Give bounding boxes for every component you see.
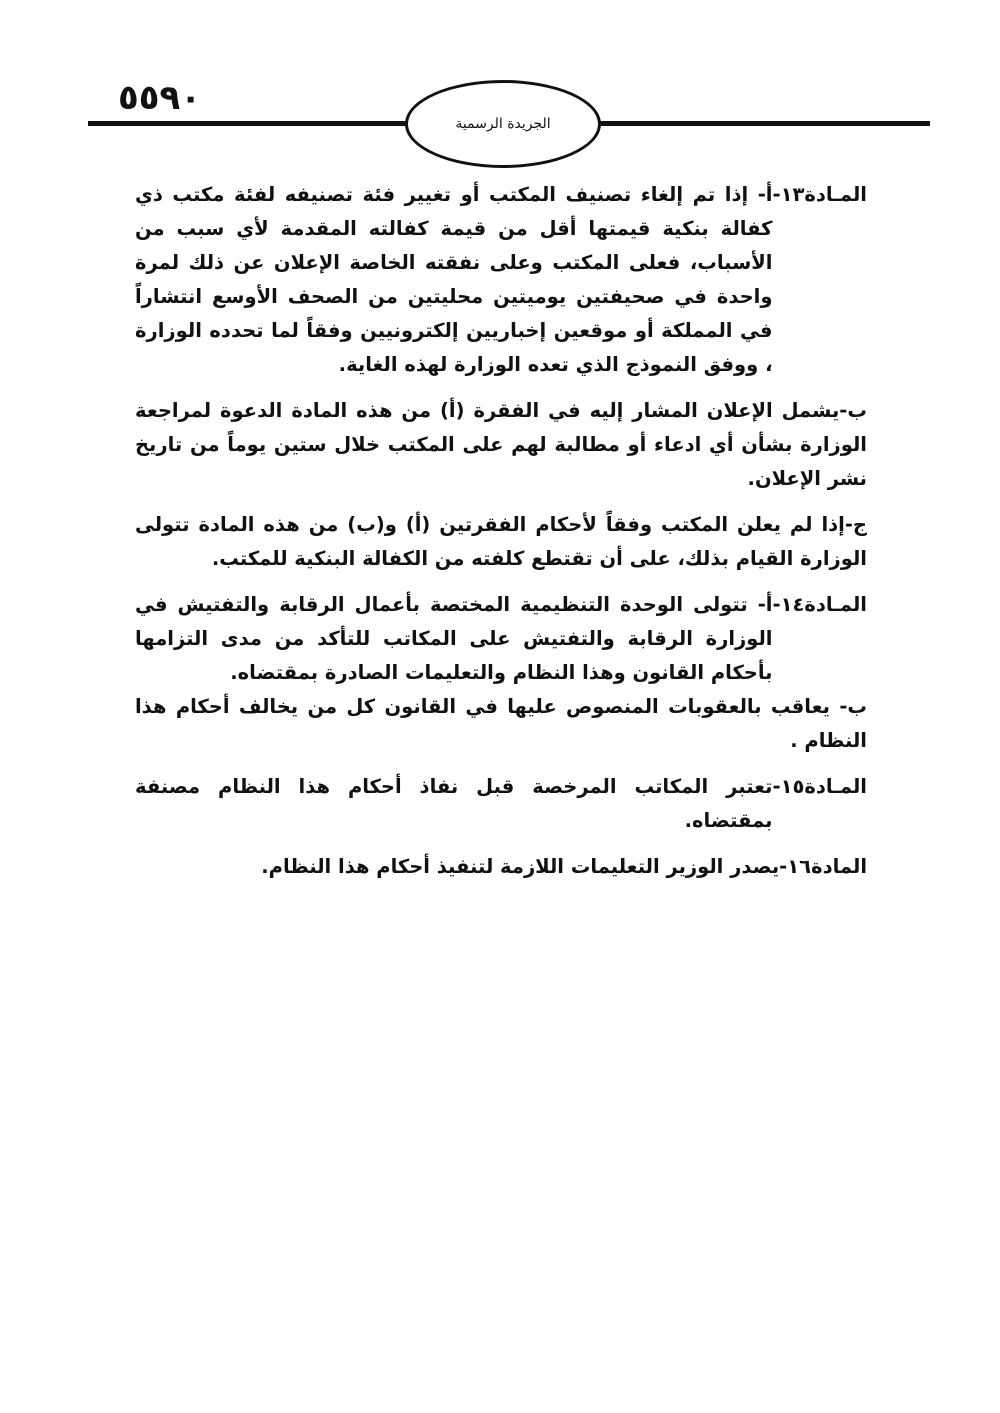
article-14-a-text [135, 588, 773, 690]
article-13-a-text [135, 178, 773, 382]
page-number: ٥٥٩٠ [118, 78, 202, 118]
gazette-title: الجريدة الرسمية [455, 116, 551, 132]
article-15 [135, 770, 867, 838]
article-13-a [135, 178, 867, 382]
gazette-title-oval [405, 80, 601, 168]
article-13-a-body: إذا تم إلغاء تصنيف المكتب أو تغيير فئة تصنيفه لفئة مكتب ذي كفالة بنكية قيمتها أقل من قيمة كفالته المقدمة لأي سبب من الأسباب، فعلى المكتب وعلى نفقته الخاصة الإعلان عن ذلك لمرة واحدة في صحيفتين يوميتين محليتين من الصحف الأوسع انتشاراً في المملكة أو موقعين إخباريين إلكترونيين وفقاً لما تحدده الوزارة ، ووفق النموذج الذي تعده الوزارة لهذه الغاية. [135, 183, 773, 376]
article-14-b-body: يعاقب بالعقوبات المنصوص عليها في القانون كل من يخالف أحكام هذا النظام . [135, 695, 867, 752]
article-13-b [135, 394, 867, 496]
article-13-b-body: يشمل الإعلان المشار إليه في الفقرة (أ) من هذه المادة الدعوة لمراجعة الوزارة بشأن أي ادعاء أو مطالبة لهم على المكتب خلال ستين يوماً من تاريخ نشر الإعلان. [135, 399, 867, 490]
article-16-label: المادة١٦- [779, 855, 867, 878]
article-14-b-text [135, 690, 867, 758]
article-14-a-marker: أ- [747, 593, 773, 616]
article-14-a [135, 588, 867, 690]
article-14-b-marker: ب- [829, 695, 868, 718]
article-15-label: المـادة١٥- [772, 775, 867, 798]
article-15-text: تعتبر المكاتب المرخصة قبل نفاذ أحكام هذا النظام مصنفة بمقتضاه. [135, 775, 773, 832]
article-13-a-marker: أ- [748, 183, 773, 206]
article-13-b-text [135, 394, 867, 496]
article-13-c-text [135, 508, 867, 576]
article-13-c [135, 508, 867, 576]
article-16-text: يصدر الوزير التعليمات اللازمة لتنفيذ أحكام هذا النظام. [261, 855, 780, 878]
article-14-a-body: تتولى الوحدة التنظيمية المختصة بأعمال الرقابة والتفتيش في الوزارة الرقابة والتفتيش على المكاتب للتأكد من مدى التزامها بأحكام القانون وهذا النظام والتعليمات الصادرة بمقتضاه. [135, 593, 773, 684]
article-14-b [135, 690, 867, 758]
article-14-label: المـادة١٤- [772, 593, 867, 616]
article-13-c-marker: ج- [844, 513, 867, 536]
article-13-c-body: إذا لم يعلن المكتب وفقاً لأحكام الفقرتين (أ) و(ب) من هذه المادة تتولى الوزارة القيام بذلك، على أن تقتطع كلفته من الكفالة البنكية للمكتب. [135, 513, 867, 570]
article-13-b-marker: ب- [839, 399, 867, 422]
article-13-label: المـادة١٣- [772, 183, 867, 206]
document-body [135, 178, 867, 896]
article-16 [135, 850, 867, 884]
